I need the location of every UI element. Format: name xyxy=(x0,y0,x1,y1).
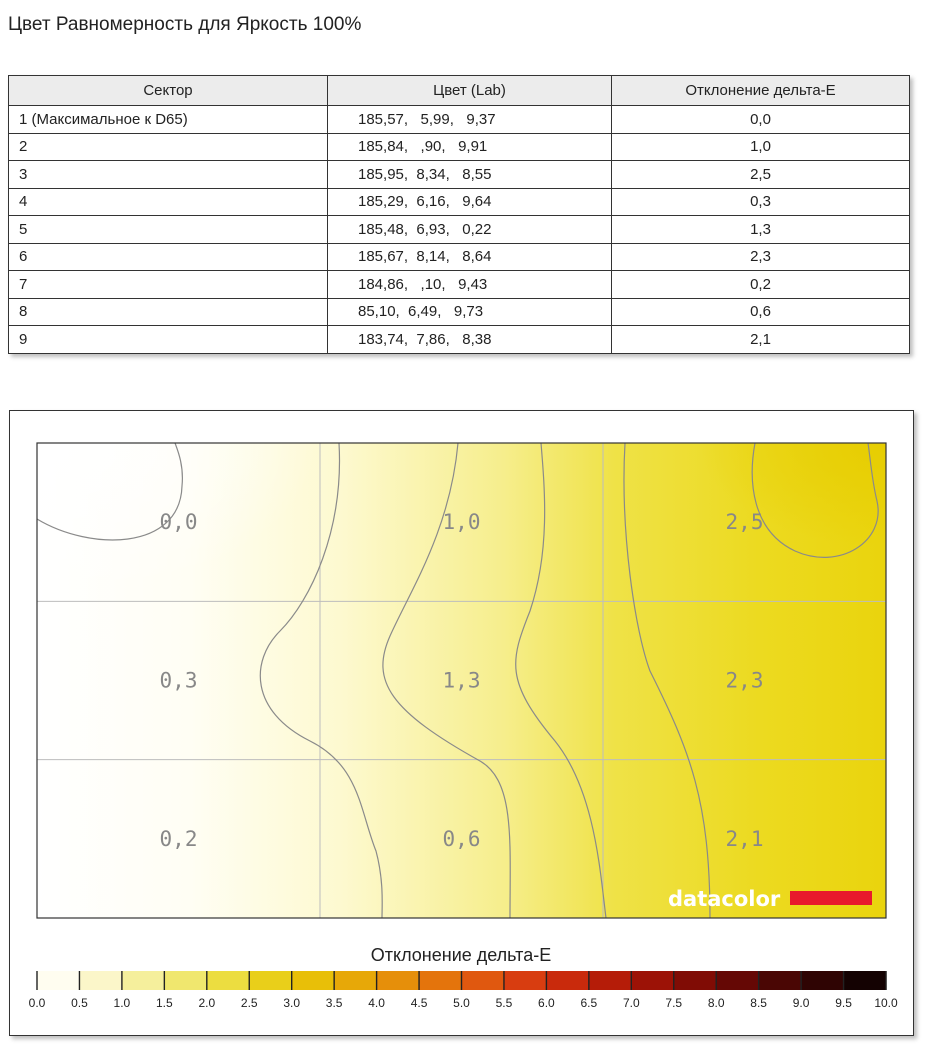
colorbar-tick-label: 2.0 xyxy=(198,996,216,1010)
delta-e-cell: 1,3 xyxy=(612,216,910,244)
colorbar-svg xyxy=(10,411,913,1035)
colorbar-swatch xyxy=(164,971,207,990)
delta-e-cell: 2,5 xyxy=(612,161,910,189)
colorbar-swatch xyxy=(79,971,122,990)
table-row xyxy=(9,216,910,244)
table-row xyxy=(9,133,910,161)
cell-value-label: 2,5 xyxy=(725,510,764,535)
color-lab-cell: 85,10, 6,49, 9,73 xyxy=(328,298,612,326)
colorbar-swatch xyxy=(207,971,250,990)
colorbar-tick-label: 3.0 xyxy=(283,996,301,1010)
colorbar-tick-label: 1.5 xyxy=(156,996,173,1010)
colorbar-tick-label: 7.0 xyxy=(622,996,640,1010)
colorbar-tick-label: 0.0 xyxy=(28,996,46,1010)
color-lab-cell: 185,57, 5,99, 9,37 xyxy=(328,106,612,134)
sector-cell: 8 xyxy=(9,298,328,326)
colorbar-swatch xyxy=(801,971,844,990)
colorbar-tick-label: 5.0 xyxy=(453,996,470,1010)
colorbar-swatch xyxy=(589,971,632,990)
sector-cell: 6 xyxy=(9,243,328,271)
colorbar-swatch xyxy=(631,971,674,990)
delta-e-cell: 0,3 xyxy=(612,188,910,216)
delta-e-cell: 0,2 xyxy=(612,271,910,299)
color-lab-cell: 185,48, 6,93, 0,22 xyxy=(328,216,612,244)
colorbar-tick-label: 10.0 xyxy=(874,996,898,1010)
colorbar-swatch xyxy=(419,971,462,990)
cell-value-label: 1,0 xyxy=(442,510,481,535)
sector-cell: 9 xyxy=(9,326,328,354)
delta-e-cell: 1,0 xyxy=(612,133,910,161)
column-header-delta-e: Отклонение дельта-E xyxy=(612,76,910,106)
colorbar-tick-label: 6.0 xyxy=(538,996,555,1010)
colorbar-tick-label: 8.0 xyxy=(707,996,725,1010)
colorbar-tick-label: 1.0 xyxy=(113,996,131,1010)
table-row xyxy=(9,161,910,189)
colorbar-tick-label: 2.5 xyxy=(240,996,258,1010)
colorbar-tick-label: 7.5 xyxy=(665,996,683,1010)
colorbar-swatch xyxy=(546,971,589,990)
color-lab-cell: 185,29, 6,16, 9,64 xyxy=(328,188,612,216)
color-lab-cell: 185,95, 8,34, 8,55 xyxy=(328,161,612,189)
delta-e-cell: 0,6 xyxy=(612,298,910,326)
colorbar-swatch xyxy=(674,971,717,990)
colorbar-swatch xyxy=(759,971,802,990)
colorbar-swatch xyxy=(844,971,887,990)
sector-cell: 4 xyxy=(9,188,328,216)
page-title: Цвет Равномерность для Яркость 100% xyxy=(8,14,362,35)
table-row xyxy=(9,106,910,134)
colorbar-swatch xyxy=(122,971,165,990)
colorbar-swatch xyxy=(377,971,420,990)
cell-value-label: 2,3 xyxy=(725,668,764,693)
table-row xyxy=(9,271,910,299)
sector-cell: 7 xyxy=(9,271,328,299)
colorbar-tick-label: 9.5 xyxy=(835,996,852,1010)
colorbar-tick-label: 6.5 xyxy=(580,996,598,1010)
colorbar-swatch xyxy=(292,971,335,990)
column-header-sector: Сектор xyxy=(9,76,328,106)
color-lab-cell: 183,74, 7,86, 8,38 xyxy=(328,326,612,354)
colorbar-tick-label: 8.5 xyxy=(750,996,767,1010)
delta-e-cell: 2,1 xyxy=(612,326,910,354)
colorbar-swatch xyxy=(249,971,292,990)
cell-value-label: 0,0 xyxy=(159,510,198,535)
sector-cell: 2 xyxy=(9,133,328,161)
sector-cell: 3 xyxy=(9,161,328,189)
colorbar-tick-label: 3.5 xyxy=(325,996,343,1010)
colorbar-swatch xyxy=(334,971,377,990)
heatmap-panel xyxy=(9,410,914,1036)
colorbar-tick-label: 4.0 xyxy=(368,996,385,1010)
colorbar-tick-label: 4.5 xyxy=(410,996,428,1010)
colorbar-swatch xyxy=(37,971,80,990)
colorbar-tick-label: 5.5 xyxy=(495,996,513,1010)
colorbar-swatch xyxy=(504,971,547,990)
cell-value-label: 0,2 xyxy=(159,826,198,851)
table-header-row xyxy=(9,76,910,106)
colorbar-tick-label: 9.0 xyxy=(792,996,810,1010)
uniformity-table xyxy=(8,75,910,354)
table-row xyxy=(9,188,910,216)
sector-cell: 5 xyxy=(9,216,328,244)
table-row xyxy=(9,243,910,271)
colorbar-title: Отклонение дельта-E xyxy=(370,945,552,965)
colorbar-swatch xyxy=(716,971,759,990)
delta-e-cell: 2,3 xyxy=(612,243,910,271)
sector-cell: 1 (Максимальное к D65) xyxy=(9,106,328,134)
cell-value-label: 1,3 xyxy=(442,668,481,693)
colorbar-swatch xyxy=(462,971,505,990)
delta-e-cell: 0,0 xyxy=(612,106,910,134)
colorbar-tick-label: 0.5 xyxy=(71,996,88,1010)
color-lab-cell: 185,67, 8,14, 8,64 xyxy=(328,243,612,271)
column-header-color-lab: Цвет (Lab) xyxy=(328,76,612,106)
cell-value-label: 2,1 xyxy=(725,826,764,851)
table-row xyxy=(9,326,910,354)
datacolor-logo-text: datacolor xyxy=(668,887,781,911)
table-row xyxy=(9,298,910,326)
color-lab-cell: 184,86, ,10, 9,43 xyxy=(328,271,612,299)
cell-value-label: 0,3 xyxy=(159,668,198,693)
color-lab-cell: 185,84, ,90, 9,91 xyxy=(328,133,612,161)
cell-value-label: 0,6 xyxy=(442,826,481,851)
